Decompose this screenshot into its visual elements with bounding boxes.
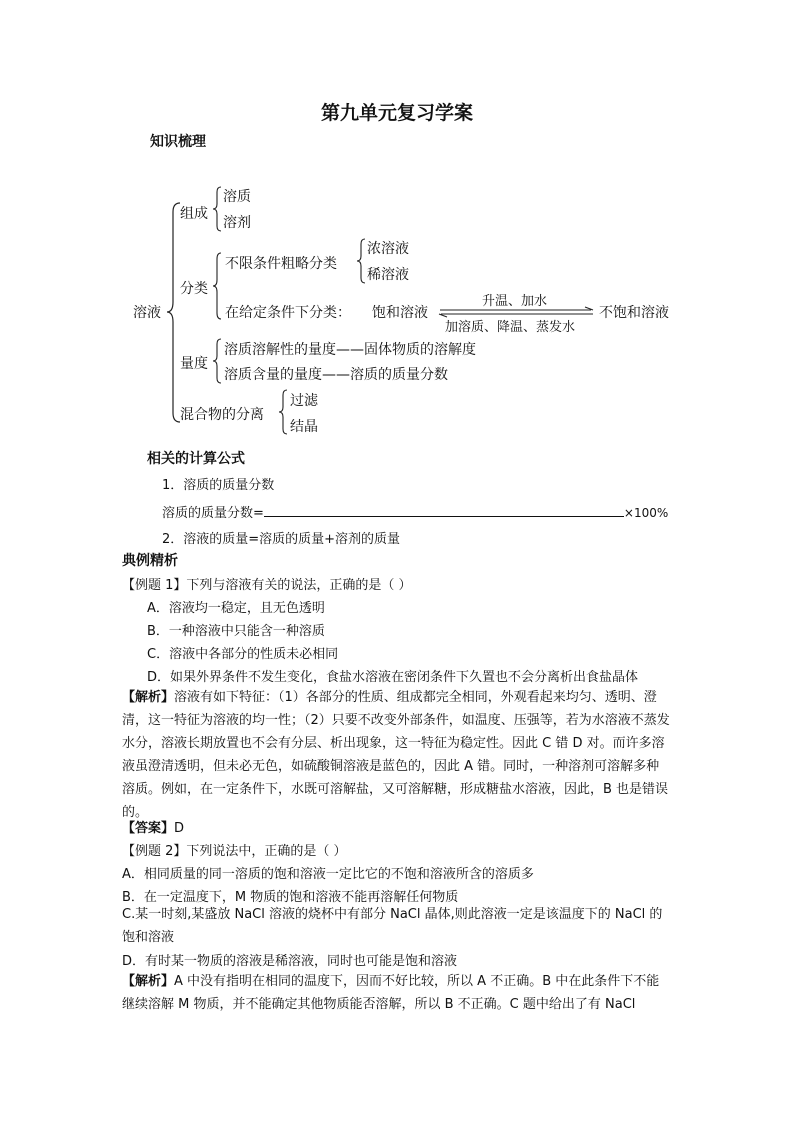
formula-mass-fraction (162, 502, 668, 521)
example-2-prefix: 【例题 2】 (122, 844, 187, 859)
formula-rhs: ×100% (623, 506, 669, 520)
formula-blank (264, 504, 624, 517)
section-heading-formulas: 相关的计算公式 (147, 451, 245, 467)
outline-separation-filtration: 过滤 (290, 393, 318, 409)
outline-measure-mass-fraction: 溶质含量的量度——溶质的质量分数 (224, 367, 448, 383)
example-1-answer-value: D (174, 821, 185, 836)
example-2-question-text: 下列说法中，正确的是（ ） (186, 844, 347, 859)
example-1-prefix: 【例题 1】 (122, 578, 187, 593)
outline-measure-solubility: 溶质溶解性的量度——固体物质的溶解度 (224, 342, 476, 358)
outline-dilute-solution: 稀溶液 (367, 267, 409, 283)
formula-item-2: 2．溶液的质量=溶质的质量+溶剂的质量 (162, 532, 401, 547)
example-2-option-d: D．有时某一物质的溶液是稀溶液，同时也可能是饱和溶液 (122, 954, 458, 969)
example-2-analysis-prefix: 【解析】 (122, 974, 175, 989)
example-1-analysis-text: 溶液有如下特征：（1）各部分的性质、组成都完全相同，外观看起来均匀、透明、澄清，这一特征为溶液的均一性；（2）只要不改变外部条件，如温度、压强等，若为水溶液不蒸发水分，溶液长期放置也不会有分层、析出现象，这一特征为稳定性。因此 C 错 D 对。而许多溶液虽澄清透明，但未必无色，如硫酸铜溶液是蓝色的，因此 A 错。同时，一种溶剂可溶解多种溶质。例如，在一定条件下，水既可溶解盐，又可溶解糖，形成糖盐水溶液，因此，B 也是错误的。 (122, 690, 670, 820)
outline-brace-separation (278, 389, 288, 435)
outline-root: 溶液 (133, 305, 161, 321)
example-2-option-a: A．相同质量的同一溶质的饱和溶液一定比它的不饱和溶液所含的溶质多 (122, 867, 534, 882)
outline-measure-label: 量度 (180, 356, 208, 372)
outline-arrow-top-condition: 升温、加水 (482, 294, 548, 309)
outline-arrow-bottom-condition: 加溶质、降温、蒸发水 (445, 320, 576, 335)
outline-composition-label: 组成 (180, 206, 208, 222)
example-1-answer (122, 817, 184, 836)
outline-unsaturated-solution: 不饱和溶液 (599, 305, 669, 321)
formula-item-1: 1．溶质的质量分数 (162, 478, 275, 493)
outline-brace-main (166, 202, 182, 424)
outline-brace-classification (212, 252, 222, 320)
outline-brace-measure (212, 338, 222, 384)
section-heading-knowledge: 知识梳理 (150, 134, 206, 150)
example-2-option-c: C.某一时刻,某盛放 NaCl 溶液的烧杯中有部分 NaCl 晶体,则此溶液一定是该温度下的 NaCl 的饱和溶液 (122, 907, 663, 945)
outline-brace-composition (212, 186, 222, 232)
page-title: 第九单元复习学案 (320, 102, 473, 124)
outline-saturated-solution: 饱和溶液 (372, 305, 428, 321)
example-2-analysis-text: A 中没有指明在相同的温度下，因而不好比较，所以 A 不正确。B 中在此条件下不能继续溶解 M 物质，并不能确定其他物质能否溶解，所以 B 不正确。C 题中给出了有 NaCl (122, 974, 660, 1012)
example-1-analysis (122, 686, 672, 824)
example-1-question-text: 下列与溶液有关的说法，正确的是（ ） (186, 578, 412, 593)
example-1-answer-prefix: 【答案】 (122, 821, 175, 836)
outline-composition-solute: 溶质 (223, 189, 251, 205)
example-1-option-c: C．溶液中各部分的性质未必相同 (147, 647, 339, 662)
example-1-option-a: A．溶液均一稳定，且无色透明 (147, 601, 325, 616)
outline-separation-label: 混合物的分离 (180, 407, 264, 423)
outline-concentrated-solution: 浓溶液 (367, 241, 409, 257)
outline-brace-rough (356, 238, 366, 284)
example-2-option-b: B．在一定温度下，M 物质的饱和溶液不能再溶解任何物质 (122, 890, 459, 905)
outline-separation-crystallization: 结晶 (290, 419, 318, 435)
section-heading-examples: 典例精析 (122, 553, 178, 569)
example-1-analysis-prefix: 【解析】 (122, 690, 175, 705)
example-1-option-d: D．如果外界条件不发生变化，食盐水溶液在密闭条件下久置也不会分离析出食盐晶体 (147, 670, 639, 685)
example-1-question (122, 574, 412, 593)
example-2-analysis (122, 970, 672, 1016)
outline-rough-classification: 不限条件粗略分类 (225, 256, 337, 272)
example-2-question (122, 840, 347, 859)
outline-composition-solvent: 溶剂 (223, 215, 251, 231)
outline-given-classification: 在给定条件下分类： (225, 305, 351, 321)
formula-lhs: 溶质的质量分数= (162, 506, 264, 521)
example-1-option-b: B．一种溶液中只能含一种溶质 (147, 624, 325, 639)
outline-classification-label: 分类 (180, 281, 208, 297)
